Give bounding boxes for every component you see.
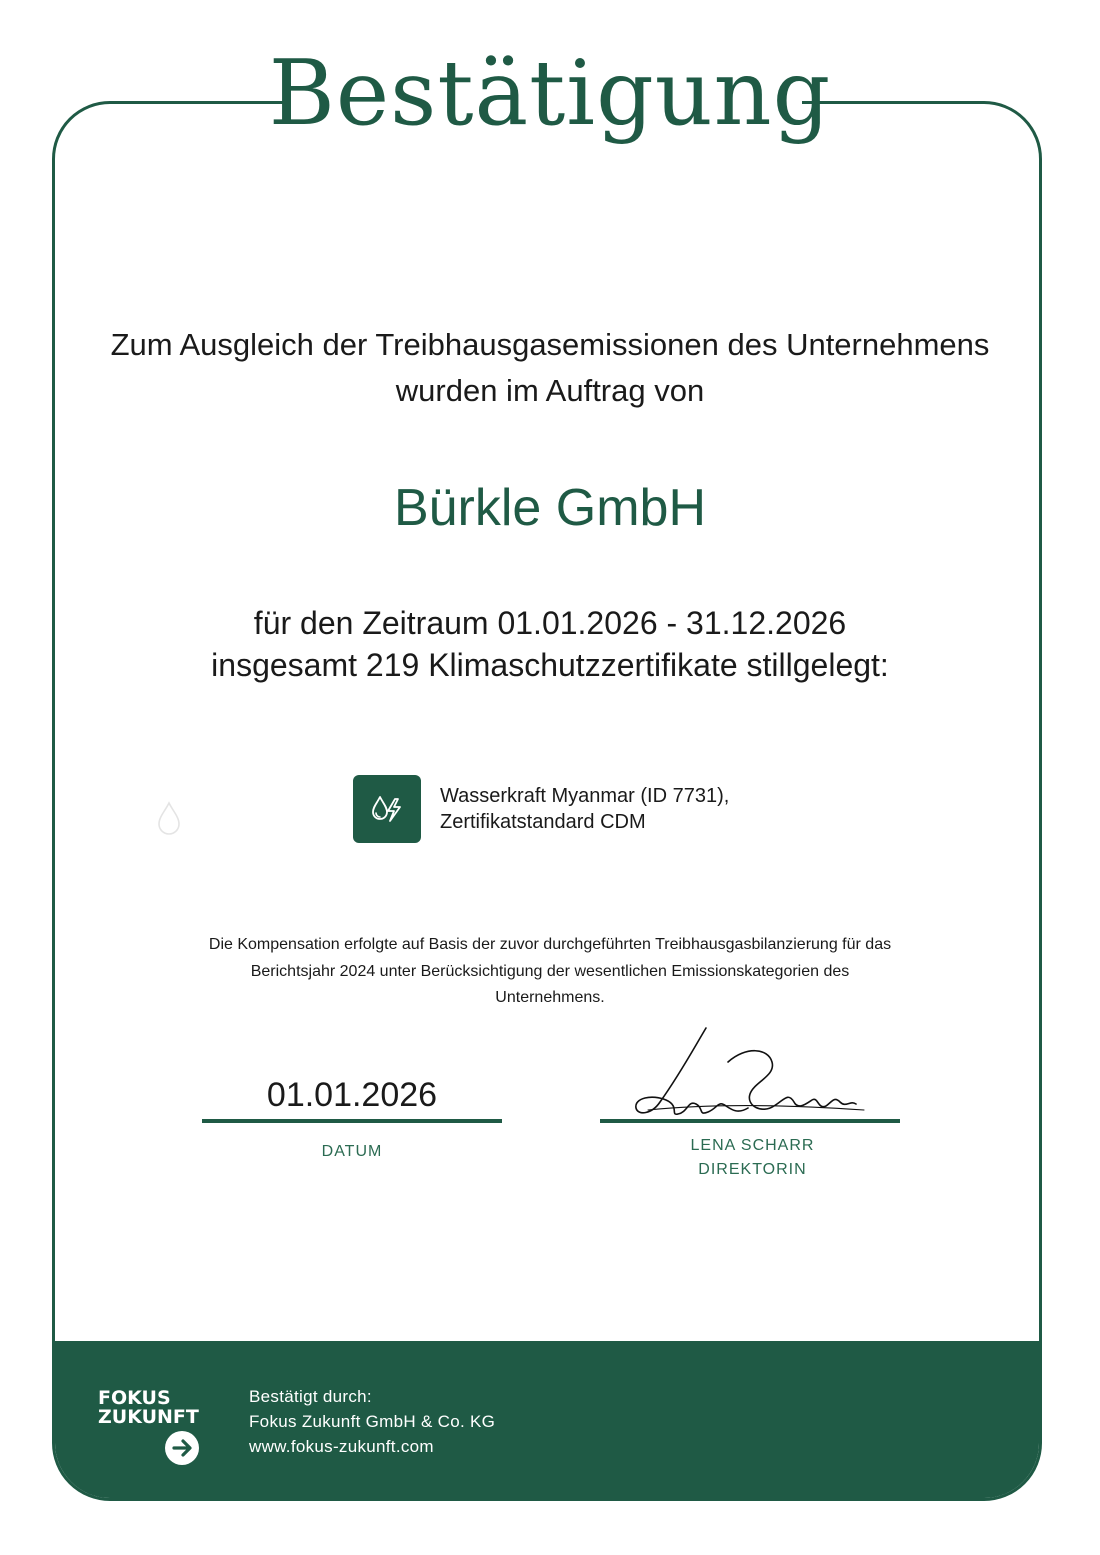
intro-text xyxy=(0,322,1100,414)
intro-line-1: Zum Ausgleich der Treibhausgasemissionen des Unternehmens xyxy=(110,327,990,362)
logo-line-2: ZUKUNFT xyxy=(98,1406,199,1428)
period-line-2: insgesamt 219 Klimaschutzzertifikate stillgelegt: xyxy=(211,647,889,683)
signature-image xyxy=(628,1022,868,1122)
project-description xyxy=(440,783,729,835)
fokus-zukunft-logo xyxy=(98,1389,199,1427)
basis-line-1: Die Kompensation erfolgte auf Basis der zuvor durchgeführten Treibhausgasbilanzierung für das xyxy=(208,936,892,953)
confirmed-by-label: Bestätigt durch: xyxy=(249,1387,372,1406)
website-link[interactable]: www.fokus-zukunft.com xyxy=(249,1437,434,1456)
basis-line-3: Unternehmens. xyxy=(495,989,605,1006)
compensation-basis-text xyxy=(150,932,950,1012)
arrow-right-circle-icon xyxy=(164,1430,200,1466)
confirmation-block xyxy=(249,1384,495,1459)
intro-line-2: wurden im Auftrag von xyxy=(395,373,705,408)
water-drop-icon xyxy=(156,800,182,836)
footer-band xyxy=(55,1341,1039,1498)
period-line-1: für den Zeitraum 01.01.2026 - 31.12.2026 xyxy=(253,605,847,641)
company-name: Bürkle GmbH xyxy=(393,479,707,537)
project-line-1: Wasserkraft Myanmar (ID 7731), xyxy=(440,785,730,807)
date-value: 01.01.2026 xyxy=(266,1076,438,1114)
project-entry xyxy=(353,775,729,843)
hydropower-icon xyxy=(353,775,421,843)
date-line xyxy=(202,1119,502,1123)
project-line-2: Zertifikatstandard CDM xyxy=(440,811,646,833)
confirming-company: Fokus Zukunft GmbH & Co. KG xyxy=(249,1412,496,1431)
signature-line xyxy=(600,1119,900,1123)
page-title: Bestätigung xyxy=(268,41,832,146)
period-text xyxy=(0,602,1100,686)
basis-line-2: Berichtsjahr 2024 unter Berücksichtigung der wesentlichen Emissionskategorien des xyxy=(250,962,850,980)
signer-caption xyxy=(600,1134,905,1182)
signer-role: DIREKTORIN xyxy=(698,1161,807,1178)
date-caption: DATUM xyxy=(321,1143,383,1160)
logo-line-1: FOKUS xyxy=(98,1387,171,1409)
signer-name: LENA SCHARR xyxy=(690,1137,815,1154)
